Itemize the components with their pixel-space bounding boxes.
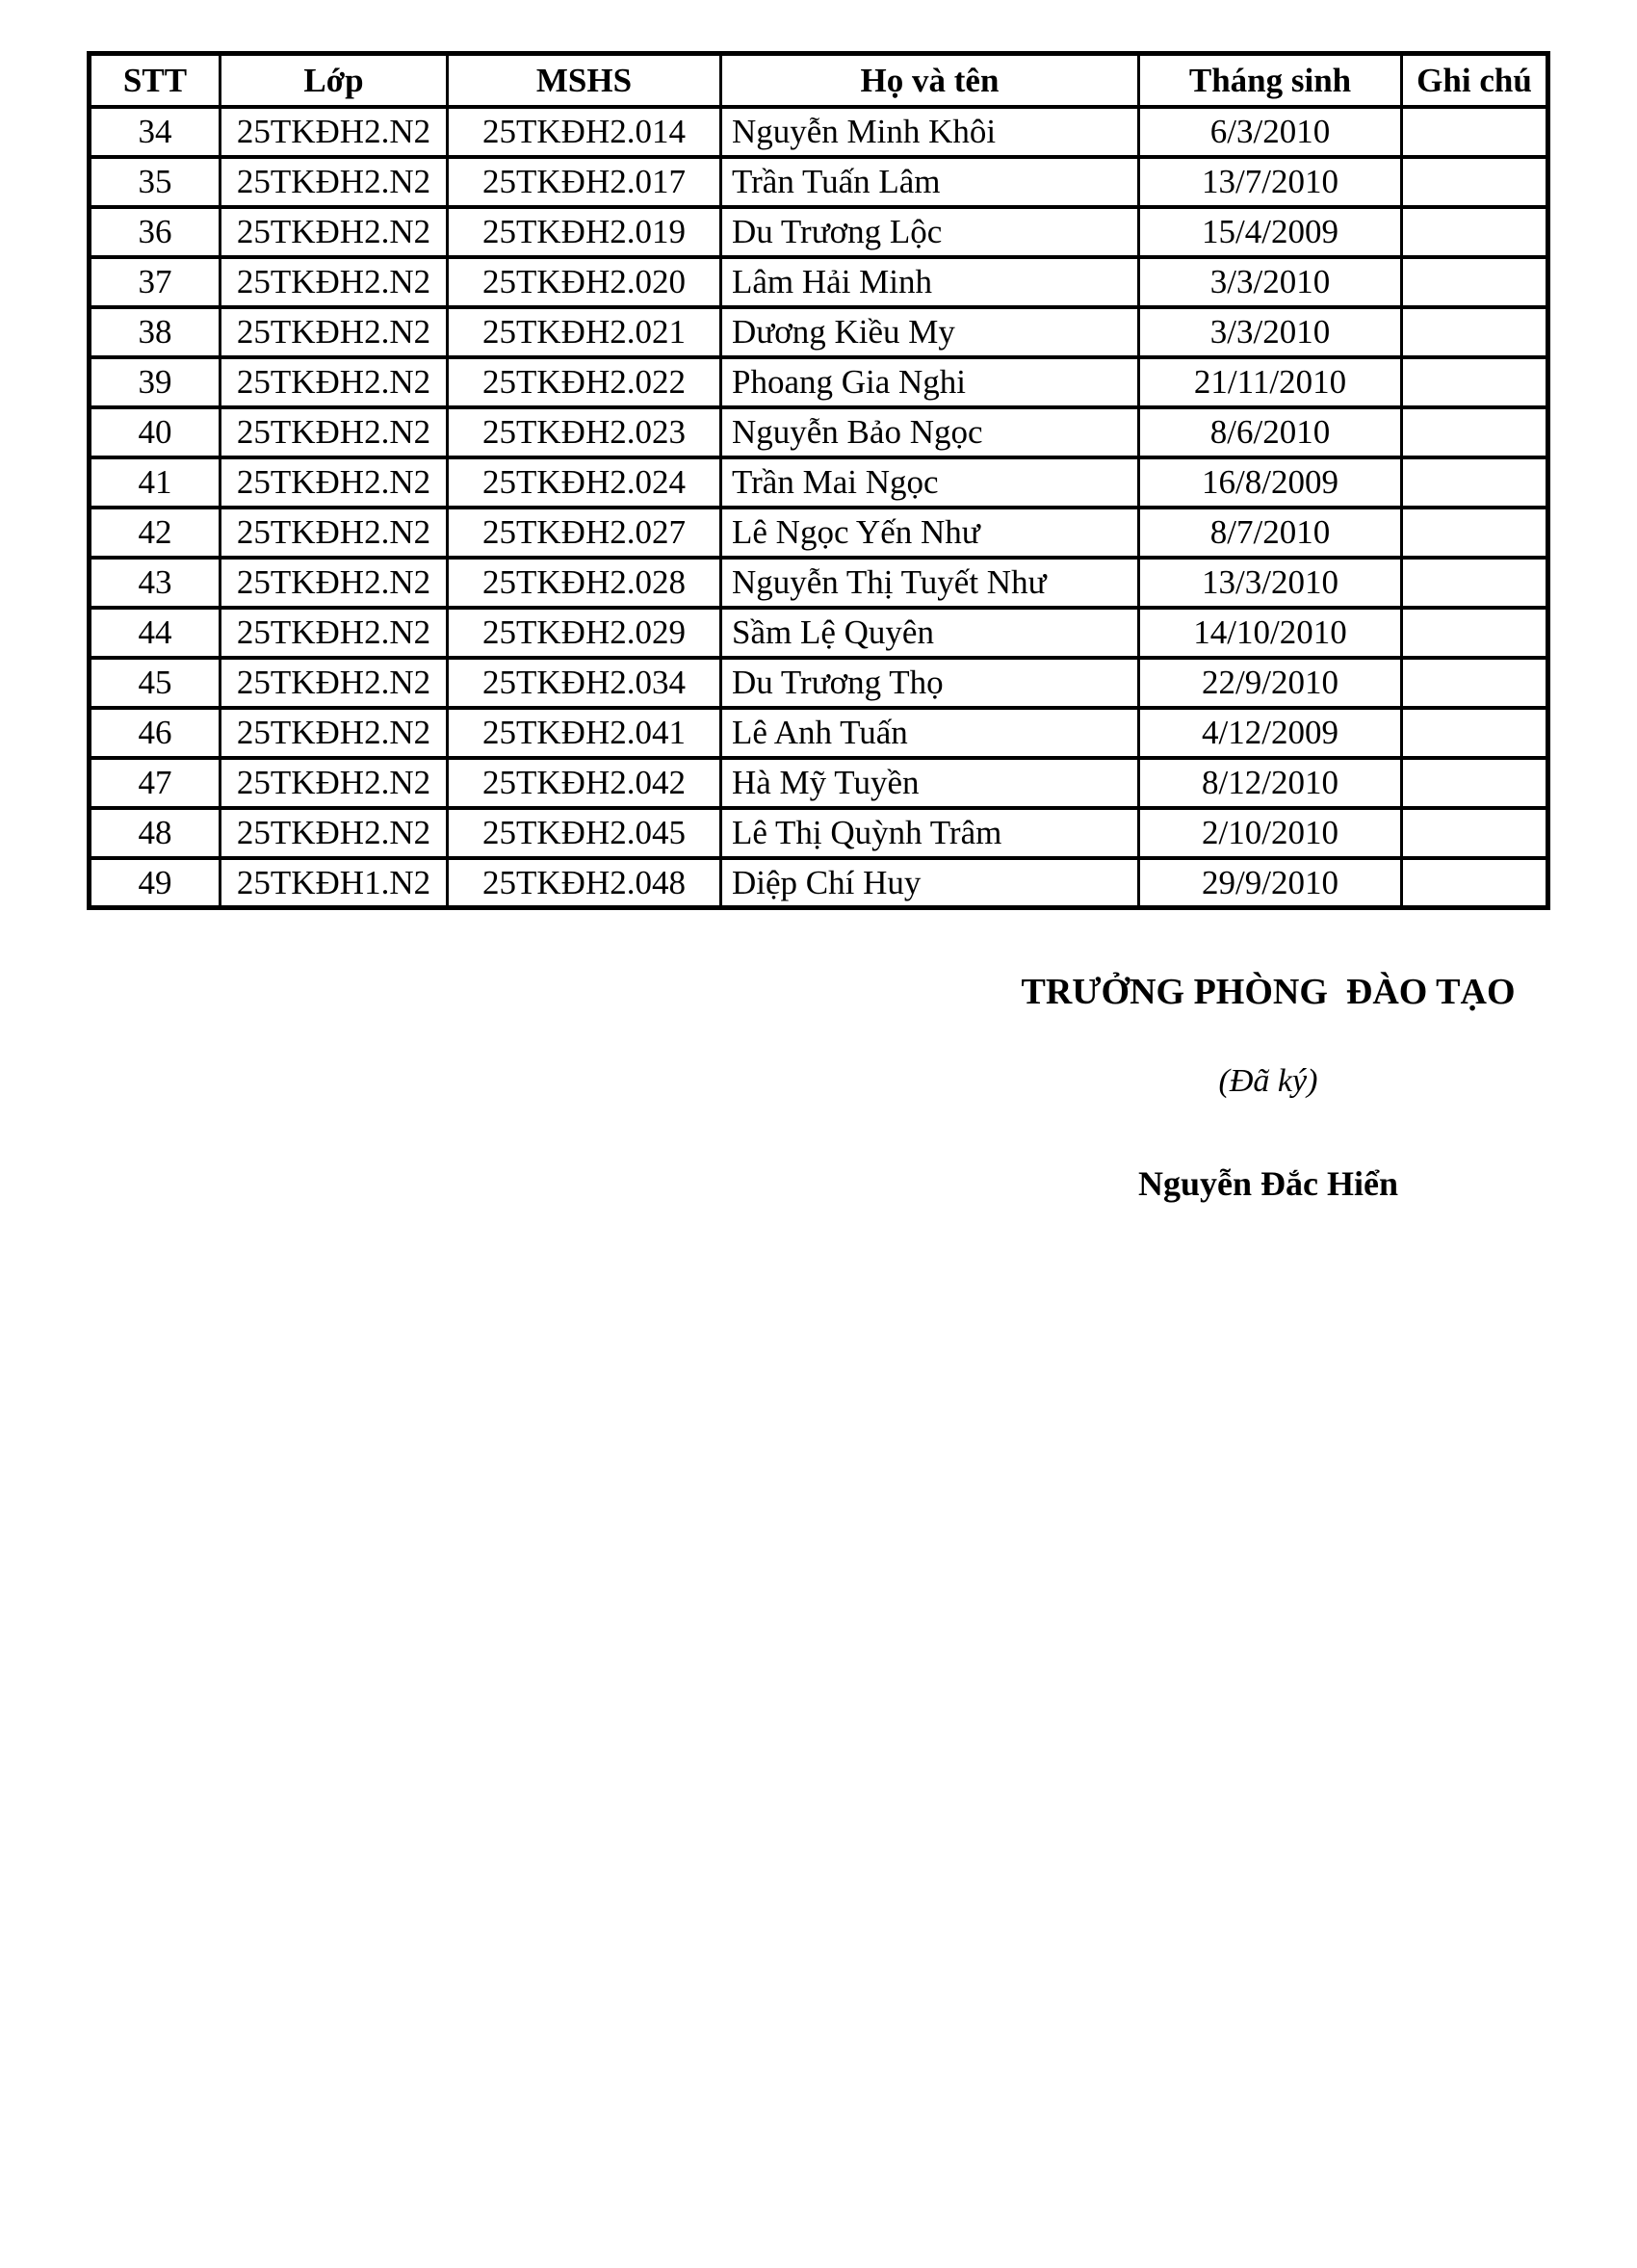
cell-mshs: 25TKĐH2.045 <box>448 808 721 858</box>
cell-name: Trần Tuấn Lâm <box>721 157 1139 207</box>
cell-name: Sầm Lệ Quyên <box>721 608 1139 658</box>
cell-stt: 41 <box>90 457 221 508</box>
cell-lop: 25TKĐH2.N2 <box>221 307 448 357</box>
cell-birth: 8/6/2010 <box>1139 407 1402 457</box>
cell-mshs: 25TKĐH2.020 <box>448 257 721 307</box>
cell-birth: 2/10/2010 <box>1139 808 1402 858</box>
table-header-row <box>90 54 1548 107</box>
cell-birth: 8/7/2010 <box>1139 508 1402 558</box>
cell-note <box>1402 858 1548 908</box>
cell-stt: 46 <box>90 708 221 758</box>
cell-mshs: 25TKĐH2.048 <box>448 858 721 908</box>
cell-birth: 3/3/2010 <box>1139 257 1402 307</box>
cell-mshs: 25TKĐH2.017 <box>448 157 721 207</box>
cell-note <box>1402 307 1548 357</box>
table-row <box>90 457 1548 508</box>
cell-name: Diệp Chí Huy <box>721 858 1139 908</box>
cell-lop: 25TKĐH2.N2 <box>221 508 448 558</box>
cell-birth: 4/12/2009 <box>1139 708 1402 758</box>
cell-note <box>1402 357 1548 407</box>
cell-name: Nguyễn Bảo Ngọc <box>721 407 1139 457</box>
cell-name: Lê Ngọc Yến Như <box>721 508 1139 558</box>
cell-stt: 49 <box>90 858 221 908</box>
table-body <box>90 107 1548 908</box>
cell-mshs: 25TKĐH2.034 <box>448 658 721 708</box>
table-row <box>90 207 1548 257</box>
cell-mshs: 25TKĐH2.014 <box>448 107 721 157</box>
table-row <box>90 407 1548 457</box>
cell-note <box>1402 508 1548 558</box>
signature-signed-note: (Đã ký) <box>1218 1063 1318 1099</box>
cell-note <box>1402 157 1548 207</box>
cell-name: Nguyễn Minh Khôi <box>721 107 1139 157</box>
cell-note <box>1402 708 1548 758</box>
table-row <box>90 608 1548 658</box>
table-row <box>90 658 1548 708</box>
cell-lop: 25TKĐH2.N2 <box>221 107 448 157</box>
cell-name: Lê Thị Quỳnh Trâm <box>721 808 1139 858</box>
cell-name: Nguyễn Thị Tuyết Như <box>721 558 1139 608</box>
cell-note <box>1402 658 1548 708</box>
cell-name: Du Trương Thọ <box>721 658 1139 708</box>
cell-note <box>1402 207 1548 257</box>
cell-stt: 40 <box>90 407 221 457</box>
cell-name: Lâm Hải Minh <box>721 257 1139 307</box>
cell-mshs: 25TKĐH2.019 <box>448 207 721 257</box>
cell-lop: 25TKĐH2.N2 <box>221 207 448 257</box>
cell-stt: 43 <box>90 558 221 608</box>
cell-mshs: 25TKĐH2.041 <box>448 708 721 758</box>
column-header-name: Họ và tên <box>721 54 1139 107</box>
cell-lop: 25TKĐH2.N2 <box>221 808 448 858</box>
cell-birth: 13/7/2010 <box>1139 157 1402 207</box>
cell-note <box>1402 107 1548 157</box>
cell-stt: 37 <box>90 257 221 307</box>
cell-mshs: 25TKĐH2.021 <box>448 307 721 357</box>
cell-birth: 14/10/2010 <box>1139 608 1402 658</box>
cell-lop: 25TKĐH2.N2 <box>221 608 448 658</box>
cell-note <box>1402 808 1548 858</box>
cell-birth: 13/3/2010 <box>1139 558 1402 608</box>
column-header-mshs: MSHS <box>448 54 721 107</box>
cell-birth: 22/9/2010 <box>1139 658 1402 708</box>
cell-stt: 47 <box>90 758 221 808</box>
cell-name: Hà Mỹ Tuyền <box>721 758 1139 808</box>
cell-birth: 16/8/2009 <box>1139 457 1402 508</box>
cell-note <box>1402 608 1548 658</box>
cell-lop: 25TKĐH2.N2 <box>221 658 448 708</box>
student-roster-table <box>87 51 1550 910</box>
cell-mshs: 25TKĐH2.028 <box>448 558 721 608</box>
cell-note <box>1402 257 1548 307</box>
cell-lop: 25TKĐH2.N2 <box>221 357 448 407</box>
cell-note <box>1402 758 1548 808</box>
column-header-birth: Tháng sinh <box>1139 54 1402 107</box>
cell-stt: 35 <box>90 157 221 207</box>
cell-stt: 39 <box>90 357 221 407</box>
cell-birth: 3/3/2010 <box>1139 307 1402 357</box>
cell-mshs: 25TKĐH2.022 <box>448 357 721 407</box>
table-row <box>90 858 1548 908</box>
cell-mshs: 25TKĐH2.027 <box>448 508 721 558</box>
cell-birth: 6/3/2010 <box>1139 107 1402 157</box>
cell-lop: 25TKĐH2.N2 <box>221 758 448 808</box>
cell-name: Dương Kiều My <box>721 307 1139 357</box>
cell-mshs: 25TKĐH2.024 <box>448 457 721 508</box>
table-row <box>90 558 1548 608</box>
cell-lop: 25TKĐH2.N2 <box>221 708 448 758</box>
cell-note <box>1402 457 1548 508</box>
signature-title: TRƯỞNG PHÒNG ĐÀO TẠO <box>1021 972 1516 1012</box>
column-header-stt: STT <box>90 54 221 107</box>
cell-birth: 21/11/2010 <box>1139 357 1402 407</box>
cell-lop: 25TKĐH2.N2 <box>221 558 448 608</box>
cell-stt: 34 <box>90 107 221 157</box>
cell-note <box>1402 558 1548 608</box>
cell-stt: 48 <box>90 808 221 858</box>
table-row <box>90 307 1548 357</box>
cell-stt: 36 <box>90 207 221 257</box>
cell-stt: 44 <box>90 608 221 658</box>
cell-stt: 42 <box>90 508 221 558</box>
cell-lop: 25TKĐH2.N2 <box>221 257 448 307</box>
cell-lop: 25TKĐH1.N2 <box>221 858 448 908</box>
table-row <box>90 357 1548 407</box>
table-row <box>90 708 1548 758</box>
cell-lop: 25TKĐH2.N2 <box>221 157 448 207</box>
table-row <box>90 257 1548 307</box>
cell-birth: 29/9/2010 <box>1139 858 1402 908</box>
cell-stt: 45 <box>90 658 221 708</box>
table-row <box>90 758 1548 808</box>
cell-stt: 38 <box>90 307 221 357</box>
column-header-lop: Lớp <box>221 54 448 107</box>
cell-name: Phoang Gia Nghi <box>721 357 1139 407</box>
cell-name: Trần Mai Ngọc <box>721 457 1139 508</box>
column-header-note: Ghi chú <box>1402 54 1548 107</box>
table-row <box>90 107 1548 157</box>
table-row <box>90 508 1548 558</box>
signature-signer-name: Nguyễn Đắc Hiển <box>1138 1164 1398 1203</box>
cell-mshs: 25TKĐH2.042 <box>448 758 721 808</box>
table-row <box>90 808 1548 858</box>
cell-lop: 25TKĐH2.N2 <box>221 457 448 508</box>
cell-birth: 15/4/2009 <box>1139 207 1402 257</box>
cell-birth: 8/12/2010 <box>1139 758 1402 808</box>
table-row <box>90 157 1548 207</box>
cell-mshs: 25TKĐH2.023 <box>448 407 721 457</box>
cell-name: Lê Anh Tuấn <box>721 708 1139 758</box>
cell-mshs: 25TKĐH2.029 <box>448 608 721 658</box>
cell-lop: 25TKĐH2.N2 <box>221 407 448 457</box>
cell-note <box>1402 407 1548 457</box>
cell-name: Du Trương Lộc <box>721 207 1139 257</box>
